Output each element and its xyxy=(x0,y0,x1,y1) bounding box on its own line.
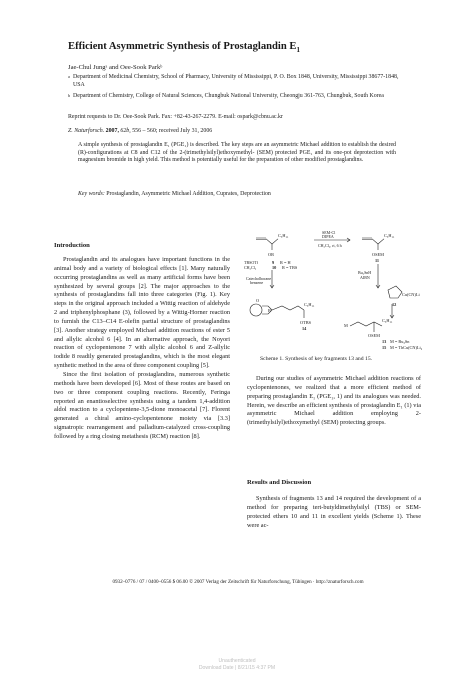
label-c5h11: C₅H₁₁ xyxy=(382,318,393,323)
journal-name: Z. Naturforsch. xyxy=(68,128,105,134)
download-watermark xyxy=(0,658,474,672)
watermark-line: Unauthenticated xyxy=(218,658,256,664)
label-or: OR xyxy=(268,252,274,257)
label-m: M xyxy=(344,323,348,328)
footer-copyright: 0932–0776 / 07 / 0400–0556 $ 06.00 © 2007 Verlag der Zeitschrift für Naturforschung, Tübingen · http://znaturforsch.com xyxy=(112,579,364,585)
label-c5h11: C₅H₁₁ xyxy=(304,302,315,307)
affiliation-b-marker: b xyxy=(68,93,71,98)
compound-number: 10 xyxy=(272,265,277,270)
abstract: A simple synthesis of prostaglandin E₁ (PGE₁) is described. The key steps are an asymmetric Michael addition to establish the desired (R)-configurations at C8 and C12 of the 2-(trimethylsilyl)ethoxymethyl- (SEM) protected PGE₁ and its one-pot deprotection with magnesium bromide in high yield. This method is potentially useful for the preparation of other modified prostaglandins. xyxy=(78,142,396,163)
label-osem: OSEM xyxy=(372,252,384,257)
affiliation-b xyxy=(68,93,408,101)
watermark-line: Download Date | 8/21/15 4:37 PM xyxy=(198,665,276,671)
affiliation-a-marker: a xyxy=(68,74,70,79)
keywords-label: Key words: xyxy=(78,191,105,197)
citation-year: 2007, xyxy=(105,128,119,134)
alkyne-bond xyxy=(256,238,278,244)
introduction-paragraph: Prostaglandin and its analogues have important functions in the animal body and a variety of biological effects [1]. Many naturally occurring prostaglandins as well as many artificial forms have been synthesized by several groups [2]. The major approaches to the synthesis of prostaglandins fall into three categories (Fig. 1). Key steps in the original approach included a Wittig reaction of aldehyde 2 and triphenylphosphane (3), followed by a Wittig-Horner reaction to furnish the C13–C14 E-olefin partial structure of prostaglandins [3]. Another strategy employed Michael addition reactions of ester 5 and allylic alcohol 6 [4]. In an alternative approach, the Noyori reaction of cyclopentenone 7 with allylic alcohol 6 and Z-allylic iodide 8 readily generated prostaglandins, which is the most elegant synthetic method in the area of three component coupling [5]. xyxy=(54,256,230,370)
label-r: R = H xyxy=(280,260,291,265)
compound-number: 15 xyxy=(382,345,387,350)
scheme-1-figure xyxy=(242,226,422,356)
compound-number: 9 xyxy=(272,260,275,265)
introduction-paragraph: Since the first isolation of prostaglandins, numerous synthetic methods have been developed [6]. Most of these routes are based on two or three component coupling reactions. Recently, Feringa reported an enantioselective synthesis using a tandem 1,4-addition aldol reaction to a cyclopentene-3,5-dione monoacetal [7]. Florent generated a chiral amino-cyclopentenone moiety via [3.3] sigmatropic rearrangement and palladium-catalyzed cross-coupling followed by a ring closing metathesis (RCM) reaction [8]. xyxy=(54,370,230,440)
body-paragraph: During our studies of asymmetric Michael addition reactions of cyclopentenones, we realized that a more efficient method of preparing prostaglandin E₁ (PGE₁, 1) and its analogues was needed. Herein, we describe an efficient synthesis of prostaglandin E₁ (1) via asymmetric Michael addition employing 2-(trimethylsilyl)ethoxymethyl (SEM) protecting groups. xyxy=(247,375,421,427)
label-otbs: OTBS xyxy=(300,320,311,325)
vinyl-chain xyxy=(350,322,382,326)
label-r: R = TBS xyxy=(282,265,298,270)
label-reagent: TBSOTf xyxy=(244,260,258,265)
label-c5h11: C₅H₁₁ xyxy=(384,233,395,238)
label-reagent: CH₂Cl₂ xyxy=(244,265,257,270)
introduction-section xyxy=(54,242,230,442)
affiliation-b-text: Department of Chemistry, College of Natural Sciences, Chungbuk National University, Cheongju 361-763, Chungbuk, South Korea xyxy=(73,93,384,99)
affiliation-a-text: Department of Medicinal Chemistry, School of Pharmacy, University of Mississippi, P. O. Box 1848, University, Mississippi 38677-1848, USA xyxy=(73,74,399,88)
citation-volume: 62b, xyxy=(120,128,131,134)
label-reagent: AIBN xyxy=(360,275,370,280)
benzodioxaborole-ring xyxy=(250,304,262,316)
compound-number: 12 xyxy=(392,302,397,307)
label-reagent: Catecholborane xyxy=(246,276,272,281)
label-osem: OSEM xyxy=(368,333,380,338)
alkyne-bond xyxy=(362,238,384,244)
article-title: Efficient Asymmetric Synthesis of Prostaglandin $E_1$ xyxy=(68,41,300,55)
reaction-arrow xyxy=(376,264,380,288)
body-paragraph: Synthesis of fragments 13 and 14 required the development of a method for preparing tert-butyldimethylsilyl (TBS) or SEM-protected ethers 10 and 11 in excellent yields (Scheme 1). These were ac- xyxy=(247,495,421,529)
scheme-caption: Scheme 1. Synthesis of key fragments 13 and 15. xyxy=(260,356,373,362)
label-reagent: Bu₃SnH xyxy=(358,270,372,275)
compound-number: 11 xyxy=(375,258,380,263)
reprint-request: Reprint requests to Dr. Oee-Sook Park. Fax: +82-43-267-2279. E-mail: ospark@cbnu.ac.kr xyxy=(68,114,283,120)
label-m: M = Bu₃Sn xyxy=(390,339,410,344)
citation-pages: 556 – 560; received July 31, 2006 xyxy=(132,128,213,134)
label-reagent: benzene xyxy=(250,280,264,285)
keywords-text: Prostaglandin, Asymmetric Michael Addition, Cuprates, Deprotection xyxy=(106,191,271,197)
label-reagent: DIPEA xyxy=(322,234,334,239)
label-c5h11: C₅H₁₁ xyxy=(278,233,289,238)
results-section xyxy=(247,495,421,530)
label-o: O xyxy=(256,298,260,303)
right-column-text xyxy=(247,375,421,428)
label-b: B xyxy=(268,308,271,313)
introduction-heading: Introduction xyxy=(54,242,90,249)
compound-number: 13 xyxy=(382,339,387,344)
results-heading: Results and Discussion xyxy=(247,479,312,486)
keywords xyxy=(78,191,396,197)
citation-line xyxy=(68,128,212,134)
compound-number: 14 xyxy=(302,326,307,331)
label-m: M = ThCu(CN)Li₂ xyxy=(390,345,422,350)
thiophene-ring xyxy=(388,286,402,298)
author-line: Jae-Chul Jungᵃ and Oee-Sook Parkᵇ xyxy=(68,64,163,71)
label-cu: Cu(CN)Li xyxy=(402,292,420,297)
affiliation-a xyxy=(68,74,408,89)
label-reagent: CH₂Cl₂, rt, 6 h xyxy=(318,243,342,248)
label-reagent: SEM-Cl xyxy=(322,230,336,235)
